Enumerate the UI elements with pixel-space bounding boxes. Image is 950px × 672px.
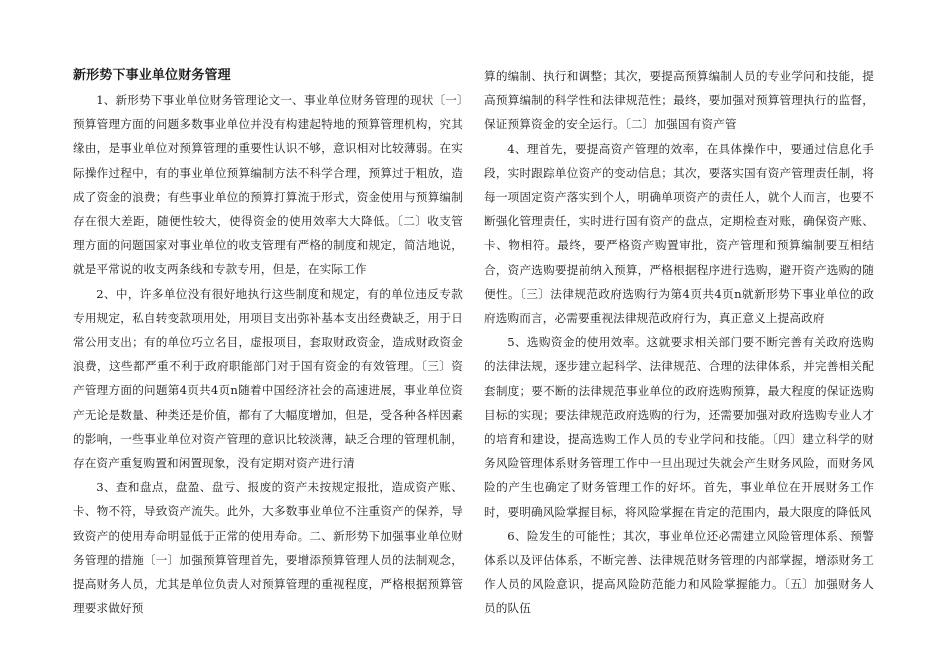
paragraph-2: 2、中，许多单位没有很好地执行这些制度和规定，有的单位违反专款专用规定，私自转变款项用处，用项目支出弥补基本支出经费缺乏，用于日常公用支出；有的单位巧立名目，虚报项目，套取财政资金，造成财政资金浪费，这些都严重不利于政府职能部门对于国有资金的有效管理。〔三〕资产管理方面的问题第4页共4页n随着中国经济社会的高速进展，事业单位资产无论是数量、种类还是价值，都有了大幅度增加，但是，受各种各样因素的影响，一些事业单位对资产管理的意识比较淡薄，缺乏合理的管理机制，存在资产重复购置和闲置现象，没有定期对资产进行清	[73, 286, 463, 471]
paragraph-5: 5、选购资金的使用效率。这就要求相关部门要不断完善有关政府选购的法律法规，逐步建立起科学、法律规范、合理的法律体系，并完善相关配套制度；要不断的法律规范事业单位的政府选购预算，最大程度的保证选购目标的实现；要法律规范政府选购的行为，还需要加强对政府选购专业人才的培育和建设，提高选购工作人员的专业学问和技能。〔四〕建立科学的财务风险管理体系财务管理工作中一旦出现过失就会产生财务风险，而财务风险的产生也确定了财务管理工作的好坏。首先，事业单位在开展财务工作时，要明确风险掌握目标，将风险掌握在肯定的范围内，最大限度的降低风	[484, 335, 874, 519]
right-column	[484, 64, 874, 621]
paragraph-3-continued: 算的编制、执行和调整；其次，要提高预算编制人员的专业学问和技能，提高预算编制的科学性和法律规范性；最终，要加强对预算管理执行的监督，保证预算资金的安全运行。〔二〕加强国有资产管	[484, 69, 874, 132]
document-title: 新形势下事业单位财务管理	[73, 68, 231, 83]
paragraph-1: 1、新形势下事业单位财务管理论文一、事业单位财务管理的现状〔一〕预算管理方面的问题多数事业单位并没有构建起特地的预算管理机构，究其缘由，是事业单位对预算管理的重要性认识不够，意识相对比较薄弱。在实际操作过程中，有的事业单位预算编制方法不科学合理，预算过于粗放，造成了资金的浪费；有些事业单位的预算打算流于形式，资金使用与预算编制存在很大差距，随便性较大，使得资金的使用效率大大降低。〔二〕收支管理方面的问题国家对事业单位的收支管理有严格的制度和规定，简洁地说，就是平常说的收支两条线和专款专用，但是，在实际工作	[73, 93, 463, 277]
paragraph-3: 3、查和盘点，盘盈、盘亏、报废的资产未按规定报批，造成资产账、卡、物不符，导致资产流失。此外，大多数事业单位不注重资产的保养，导致资产的使用寿命明显低于正常的使用寿命。二、新形势下加强事业单位财务管理的措施〔一〕加强预算管理首先，要增添预算管理人员的法制观念，提高财务人员，尤其是单位负责人对预算管理的重视程度，严格根据预算管理要求做好预	[73, 480, 463, 616]
paragraph-4: 4、理首先，要提高资产管理的效率，在具体操作中，要通过信息化手段，实时跟踪单位资产的变动信息；其次，要落实国有资产管理责任制，将每一项固定资产落实到个人，明确单项资产的责任人，就个人而言，也要不断强化管理责任，实时进行国有资产的盘点，定期检查对账，确保资产账、卡、物相符。最终，要严格资产购置审批，资产管理和预算编制要互相结合，资产选购要提前纳入预算，严格根据程序进行选购，避开资产选购的随便性。〔三〕法律规范政府选购行为第4页共4页n就新形势下事业单位的政府选购而言，必需要重视法律规范政府行为，真正意义上提高政府	[484, 141, 874, 326]
left-column	[73, 64, 463, 620]
paragraph-6: 6、险发生的可能性；其次，事业单位还必需建立风险管理体系、预警体系以及评估体系，不断完善、法律规范财务管理的内部掌握，增添财务工作人员的风险意识，提高风险防范能力和风险掌握能力。〔五〕加强财务人员的队伍	[484, 528, 874, 616]
